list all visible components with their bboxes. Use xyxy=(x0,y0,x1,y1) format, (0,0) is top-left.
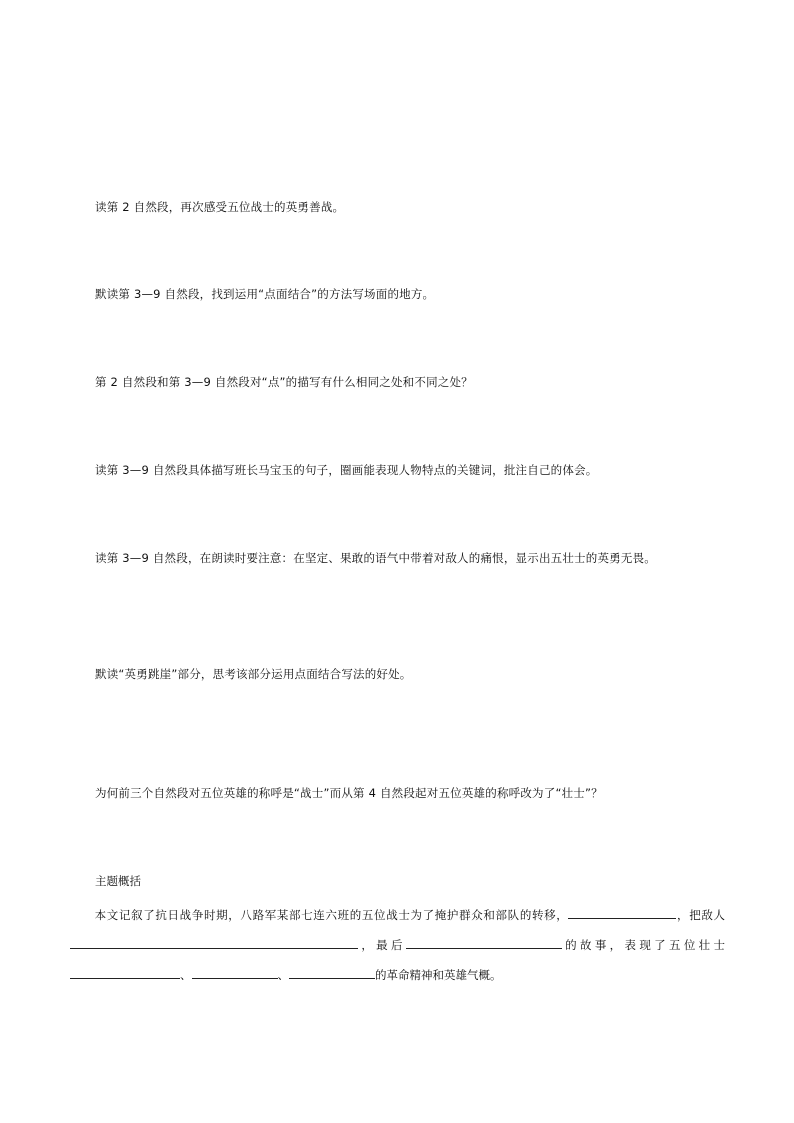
question-5: 读第 3—9 自然段，在朗读时要注意：在坚定、果敢的语气中带着对敌人的痛恨，显示出五壮士的英勇无畏。 xyxy=(95,551,656,565)
summary-text-2: ，把敌人 xyxy=(676,908,725,922)
summary-text-5: 的革命精神和英雄气概。 xyxy=(375,968,502,982)
question-7: 为何前三个自然段对五位英雄的称呼是“战士”而从第 4 自然段起对五位英雄的称呼改为了“壮士”？ xyxy=(95,786,603,800)
summary-separator-1: 、 xyxy=(180,968,192,982)
summary-text-4: 的故事，表现了五位壮士 xyxy=(561,938,726,952)
fill-blank-1[interactable] xyxy=(568,906,676,919)
fill-blank-2[interactable] xyxy=(70,936,358,949)
summary-text-1: 本文记叙了抗日战争时期，八路军某部七连六班的五位战士为了掩护群众和部队的转移， xyxy=(94,908,569,922)
question-6: 默读“英勇跳崖”部分，思考该部分运用点面结合写法的好处。 xyxy=(95,667,412,681)
question-4: 读第 3—9 自然段具体描写班长马宝玉的句子，圈画能表现人物特点的关键词，批注自己的体会。 xyxy=(95,463,598,477)
summary-heading: 主题概括 xyxy=(95,874,141,888)
summary-paragraph xyxy=(70,900,725,990)
fill-blank-5[interactable] xyxy=(192,966,278,979)
question-3: 第 2 自然段和第 3—9 自然段对“点”的描写有什么相同之处和不同之处？ xyxy=(95,375,473,389)
question-1: 读第 2 自然段，再次感受五位战士的英勇善战。 xyxy=(95,200,345,214)
summary-text-3: ，最后 xyxy=(358,938,406,952)
question-2: 默读第 3—9 自然段，找到运用“点面结合”的方法写场面的地方。 xyxy=(95,287,435,301)
summary-separator-2: 、 xyxy=(277,968,289,982)
fill-blank-6[interactable] xyxy=(289,966,375,979)
fill-blank-4[interactable] xyxy=(70,966,180,979)
fill-blank-3[interactable] xyxy=(406,936,562,949)
